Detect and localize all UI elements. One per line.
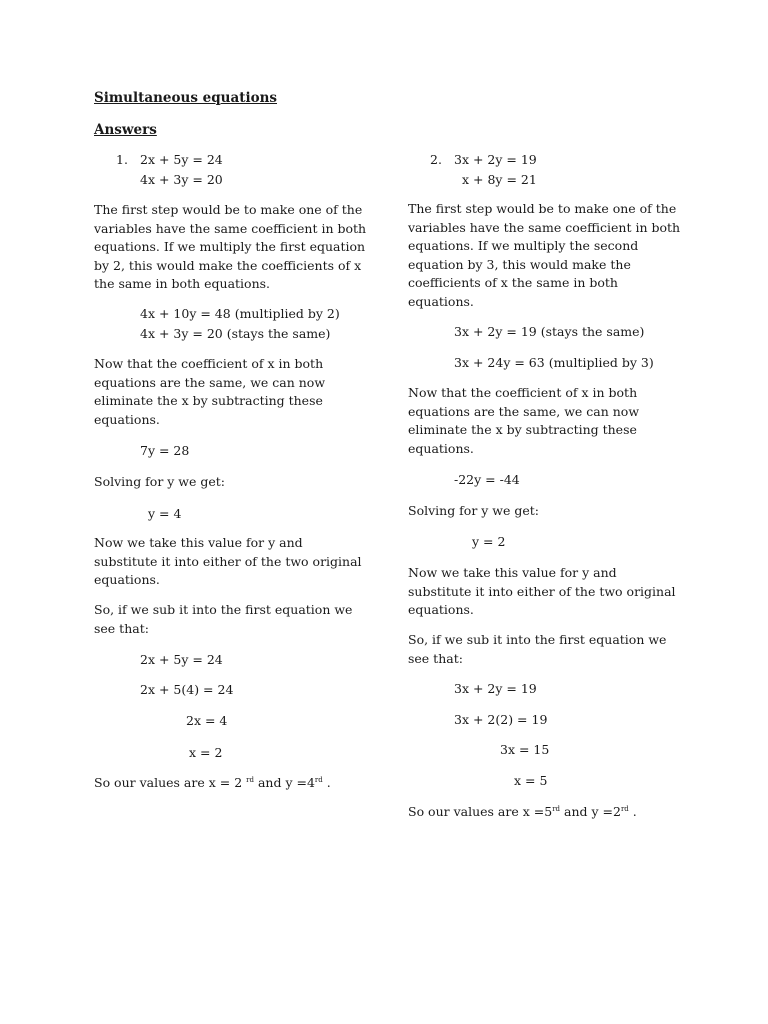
explanation-paragraph: So, if we sub it into the first equation we see that: [408, 632, 667, 666]
document-title: Simultaneous equations [94, 90, 277, 106]
equation: 2x + 5y = 24 [140, 652, 223, 667]
explanation-paragraph: Solving for y we get: [408, 503, 540, 518]
equation: x + 8y = 21 [462, 172, 537, 187]
final-answer-period: . [632, 804, 637, 819]
equation: 3x + 24y = 63 (multiplied by 3) [454, 355, 654, 370]
explanation-paragraph: The first step would be to make one of the variables have the same coefficient in both equations. If we multiply the first equation by 2, this would make the coefficients of x the same in both equations. [94, 202, 367, 291]
equation: 3x + 2y = 19 [454, 681, 537, 696]
explanation-paragraph: So, if we sub it into the first equation we see that: [94, 602, 353, 636]
answers-heading: Answers [94, 122, 157, 138]
explanation-paragraph: The first step would be to make one of the variables have the same coefficient in both equations. If we multiply the second equation by 3, this would make the coefficients of x the same in both equations. [408, 201, 681, 309]
final-answer-x: So our values are x = 2 [94, 775, 243, 790]
final-answer-y: and y =4 [257, 775, 315, 790]
equation: 4x + 3y = 20 (stays the same) [140, 326, 331, 341]
final-answer [94, 774, 331, 793]
equation: 3x = 15 [500, 742, 550, 757]
equation: y = 4 [148, 506, 182, 521]
equation: -22y = -44 [454, 472, 520, 487]
superscript-mark: rd [552, 804, 561, 813]
equation: 7y = 28 [140, 443, 190, 458]
equation: 2x = 4 [186, 713, 228, 728]
equation: 3x + 2y = 19 [454, 152, 537, 167]
equation: 2x + 5y = 24 [140, 152, 223, 167]
equation: y = 2 [472, 534, 506, 549]
equation: 3x + 2(2) = 19 [454, 712, 548, 727]
equation: 4x + 3y = 20 [140, 172, 223, 187]
equation: 2x + 5(4) = 24 [140, 682, 234, 697]
explanation-paragraph: Now that the coefficient of x in both equations are the same, we can now eliminate the x by subtracting these equations. [408, 385, 640, 456]
question-number: 1. [116, 152, 128, 167]
explanation-paragraph: Now we take this value for y and substitute it into either of the two original equations. [408, 565, 676, 617]
final-answer-x: So our values are x =5 [408, 804, 553, 819]
explanation-paragraph: Now we take this value for y and substitute it into either of the two original equations. [94, 535, 362, 587]
explanation-paragraph: Now that the coefficient of x in both equations are the same, we can now eliminate the x by subtracting these equations. [94, 356, 326, 427]
superscript-mark: rd [314, 775, 323, 784]
equation: x = 5 [514, 773, 548, 788]
superscript-mark: rd [620, 804, 629, 813]
equation: 3x + 2y = 19 (stays the same) [454, 324, 645, 339]
final-answer-y: and y =2 [564, 804, 621, 819]
equation: x = 2 [189, 745, 223, 760]
explanation-paragraph: Solving for y we get: [94, 474, 226, 489]
final-answer-period: . [326, 775, 331, 790]
question-number: 2. [430, 152, 442, 167]
superscript-mark: rd [246, 775, 254, 784]
equation: 4x + 10y = 48 (multiplied by 2) [140, 306, 340, 321]
final-answer [408, 803, 637, 822]
